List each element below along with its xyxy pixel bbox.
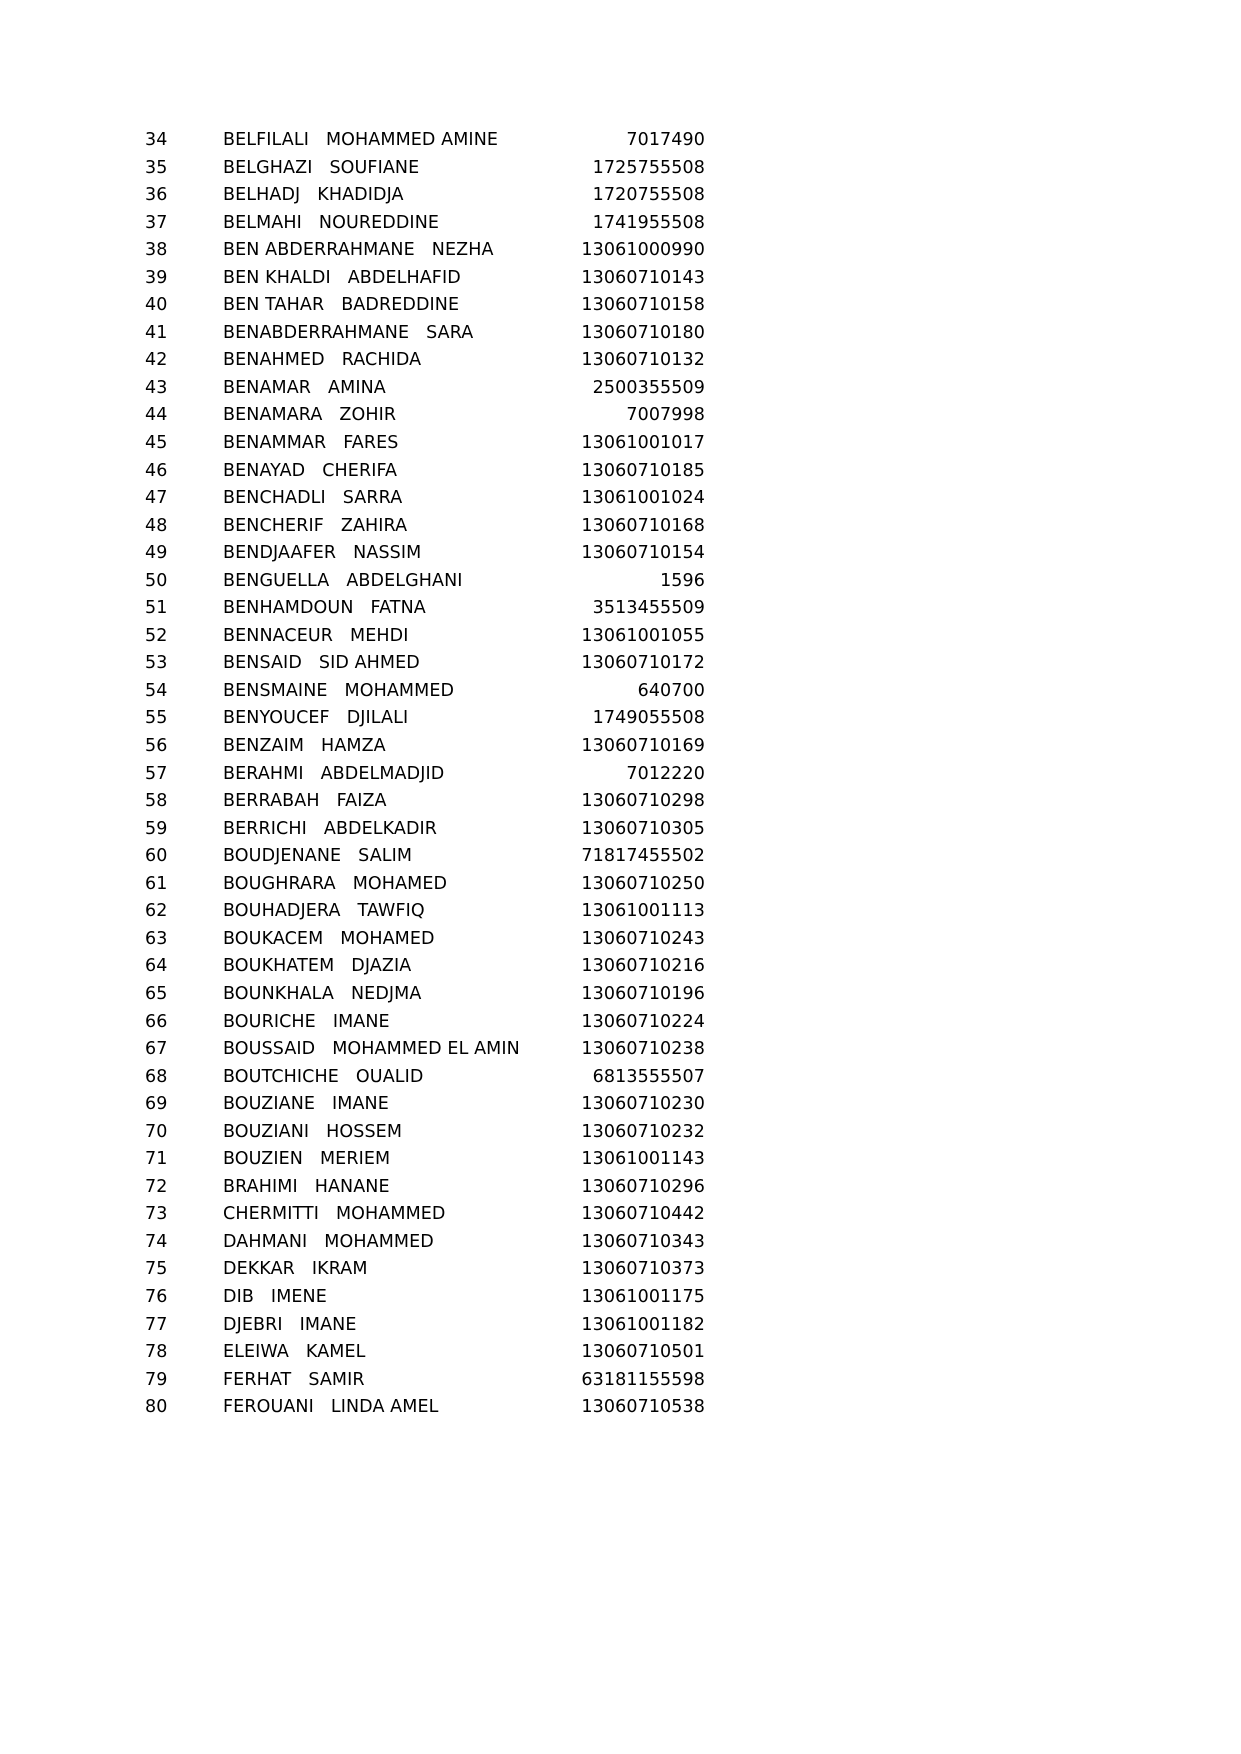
candidate-id-number: 13060710154 — [581, 543, 705, 564]
table-row — [145, 1312, 705, 1340]
candidate-name: BEN ABDERRAHMANE NEZHA — [223, 240, 494, 261]
table-row — [145, 733, 705, 761]
row-index: 40 — [145, 295, 168, 316]
candidate-name: BENAMARA ZOHIR — [223, 405, 397, 426]
candidate-name: BOUZIANI HOSSEM — [223, 1121, 403, 1142]
candidate-id-number: 13060710250 — [581, 873, 705, 894]
candidate-name: DEKKAR IKRAM — [223, 1259, 368, 1280]
table-row — [145, 843, 705, 871]
candidate-name: BERRABAH FAIZA — [223, 791, 387, 812]
candidate-name: BEN TAHAR BADREDDINE — [223, 295, 460, 316]
table-row — [145, 292, 705, 320]
row-index: 46 — [145, 460, 168, 481]
candidate-name: BOUGHRARA MOHAMED — [223, 873, 448, 894]
candidate-id-number: 13060710196 — [581, 983, 705, 1004]
candidate-id-number: 13061001113 — [581, 901, 705, 922]
table-row — [145, 237, 705, 265]
candidate-id-number: 2500355509 — [592, 377, 705, 398]
row-index: 69 — [145, 1094, 168, 1115]
table-row — [145, 1367, 705, 1395]
candidate-name: BERAHMI ABDELMADJID — [223, 763, 445, 784]
candidate-name: BOUSSAID MOHAMMED EL AMIN — [223, 1039, 520, 1060]
candidate-id-number: 13061000990 — [581, 240, 705, 261]
row-index: 52 — [145, 625, 168, 646]
table-row — [145, 871, 705, 899]
row-index: 73 — [145, 1204, 168, 1225]
candidate-id-number: 1596 — [660, 570, 705, 591]
table-row — [145, 1201, 705, 1229]
candidate-id-number: 13061001182 — [581, 1314, 705, 1335]
candidate-id-number: 13060710296 — [581, 1176, 705, 1197]
table-row — [145, 540, 705, 568]
candidate-name: ELEIWA KAMEL — [223, 1342, 366, 1363]
candidate-name: DIB IMENE — [223, 1286, 327, 1307]
candidate-name: BENAMAR AMINA — [223, 377, 386, 398]
row-index: 34 — [145, 130, 168, 150]
table-row — [145, 953, 705, 981]
candidate-name: BENABDERRAHMANE SARA — [223, 322, 474, 343]
table-row — [145, 623, 705, 651]
candidate-id-number: 6813555507 — [592, 1066, 705, 1087]
candidate-id-number: 13061001024 — [581, 488, 705, 509]
row-index: 74 — [145, 1231, 168, 1252]
row-index: 38 — [145, 240, 168, 261]
table-row — [145, 1174, 705, 1202]
candidate-id-number: 71817455502 — [581, 846, 705, 867]
candidate-name: BENYOUCEF DJILALI — [223, 708, 409, 729]
row-index: 67 — [145, 1039, 168, 1060]
candidate-name: BELHADJ KHADIDJA — [223, 185, 404, 206]
candidate-id-number: 13060710305 — [581, 818, 705, 839]
row-index: 64 — [145, 956, 168, 977]
candidate-name: BELGHAZI SOUFIANE — [223, 157, 420, 178]
candidate-id-number: 13061001055 — [581, 625, 705, 646]
row-index: 76 — [145, 1286, 168, 1307]
candidate-name: BENAYAD CHERIFA — [223, 460, 398, 481]
table-row — [145, 1284, 705, 1312]
candidate-name: BOUTCHICHE OUALID — [223, 1066, 424, 1087]
row-index: 45 — [145, 433, 168, 454]
row-index: 50 — [145, 570, 168, 591]
candidate-name: BENAHMED RACHIDA — [223, 350, 422, 371]
candidate-id-number: 1741955508 — [592, 212, 705, 233]
table-row — [145, 1009, 705, 1037]
table-row — [145, 347, 705, 375]
candidate-name: DAHMANI MOHAMMED — [223, 1231, 434, 1252]
candidate-name: BEN KHALDI ABDELHAFID — [223, 267, 461, 288]
candidate-id-number: 7017490 — [626, 130, 705, 150]
table-row — [145, 678, 705, 706]
row-index: 53 — [145, 653, 168, 674]
row-index: 62 — [145, 901, 168, 922]
candidate-id-number: 13060710243 — [581, 928, 705, 949]
candidate-name: BOUKHATEM DJAZIA — [223, 956, 412, 977]
candidate-id-number: 13060710343 — [581, 1231, 705, 1252]
candidate-name: BOUZIANE IMANE — [223, 1094, 389, 1115]
row-index: 37 — [145, 212, 168, 233]
candidate-id-number: 13060710180 — [581, 322, 705, 343]
table-row — [145, 1091, 705, 1119]
candidate-id-number: 13060710172 — [581, 653, 705, 674]
table-row — [145, 650, 705, 678]
table-row — [145, 127, 705, 155]
table-row — [145, 182, 705, 210]
candidate-id-number: 63181155598 — [581, 1369, 705, 1390]
row-index: 80 — [145, 1397, 168, 1418]
table-row — [145, 595, 705, 623]
table-row — [145, 568, 705, 596]
table-row — [145, 1119, 705, 1147]
table-row — [145, 155, 705, 183]
candidate-name: BENCHADLI SARRA — [223, 488, 403, 509]
row-index: 63 — [145, 928, 168, 949]
row-index: 79 — [145, 1369, 168, 1390]
candidate-id-number: 13060710158 — [581, 295, 705, 316]
candidate-id-number: 13060710442 — [581, 1204, 705, 1225]
candidate-name: BENSAID SID AHMED — [223, 653, 420, 674]
row-index: 66 — [145, 1011, 168, 1032]
candidate-id-number: 13061001143 — [581, 1149, 705, 1170]
row-index: 39 — [145, 267, 168, 288]
candidate-name: BOUKACEM MOHAMED — [223, 928, 435, 949]
table-row — [145, 485, 705, 513]
table-row — [145, 788, 705, 816]
candidate-name: BOUNKHALA NEDJMA — [223, 983, 422, 1004]
candidate-id-number: 13060710168 — [581, 515, 705, 536]
candidate-id-number: 13060710230 — [581, 1094, 705, 1115]
candidate-name: BRAHIMI HANANE — [223, 1176, 390, 1197]
candidate-name: BENZAIM HAMZA — [223, 736, 386, 757]
candidate-id-number: 13060710224 — [581, 1011, 705, 1032]
candidate-name: BENAMMAR FARES — [223, 433, 399, 454]
table-row — [145, 761, 705, 789]
candidate-id-number: 13061001017 — [581, 433, 705, 454]
candidate-name: BERRICHI ABDELKADIR — [223, 818, 438, 839]
candidate-name: BOUZIEN MERIEM — [223, 1149, 391, 1170]
candidate-id-number: 3513455509 — [592, 598, 705, 619]
row-index: 54 — [145, 680, 168, 701]
table-row — [145, 458, 705, 486]
row-index: 70 — [145, 1121, 168, 1142]
candidate-name: FEROUANI LINDA AMEL — [223, 1397, 439, 1418]
row-index: 47 — [145, 488, 168, 509]
candidate-name: BENNACEUR MEHDI — [223, 625, 409, 646]
table-row — [145, 816, 705, 844]
candidate-name: BENCHERIF ZAHIRA — [223, 515, 408, 536]
row-index: 61 — [145, 873, 168, 894]
row-index: 57 — [145, 763, 168, 784]
table-row — [145, 1339, 705, 1367]
candidate-table — [145, 127, 705, 1422]
row-index: 41 — [145, 322, 168, 343]
table-row — [145, 981, 705, 1009]
row-index: 44 — [145, 405, 168, 426]
table-row — [145, 1146, 705, 1174]
candidate-id-number: 640700 — [637, 680, 705, 701]
row-index: 59 — [145, 818, 168, 839]
candidate-name: DJEBRI IMANE — [223, 1314, 357, 1335]
table-row — [145, 375, 705, 403]
row-index: 51 — [145, 598, 168, 619]
table-row — [145, 265, 705, 293]
table-row — [145, 1036, 705, 1064]
row-index: 55 — [145, 708, 168, 729]
candidate-id-number: 13060710538 — [581, 1397, 705, 1418]
table-row — [145, 430, 705, 458]
candidate-name: BOURICHE IMANE — [223, 1011, 390, 1032]
row-index: 65 — [145, 983, 168, 1004]
table-row — [145, 1064, 705, 1092]
candidate-name: BOUHADJERA TAWFIQ — [223, 901, 425, 922]
row-index: 35 — [145, 157, 168, 178]
candidate-id-number: 1725755508 — [592, 157, 705, 178]
candidate-id-number: 13060710185 — [581, 460, 705, 481]
candidate-name: BENHAMDOUN FATNA — [223, 598, 426, 619]
candidate-id-number: 13060710298 — [581, 791, 705, 812]
table-row — [145, 513, 705, 541]
row-index: 56 — [145, 736, 168, 757]
candidate-id-number: 13060710501 — [581, 1342, 705, 1363]
table-row — [145, 320, 705, 348]
table-row — [145, 210, 705, 238]
candidate-name: FERHAT SAMIR — [223, 1369, 365, 1390]
candidate-id-number: 7012220 — [626, 763, 705, 784]
row-index: 78 — [145, 1342, 168, 1363]
candidate-name: BENSMAINE MOHAMMED — [223, 680, 455, 701]
candidate-id-number: 1749055508 — [592, 708, 705, 729]
row-index: 77 — [145, 1314, 168, 1335]
candidate-name: BENDJAAFER NASSIM — [223, 543, 422, 564]
row-index: 49 — [145, 543, 168, 564]
table-row — [145, 1256, 705, 1284]
table-row — [145, 705, 705, 733]
row-index: 68 — [145, 1066, 168, 1087]
row-index: 58 — [145, 791, 168, 812]
candidate-name: BOUDJENANE SALIM — [223, 846, 413, 867]
candidate-id-number: 13060710169 — [581, 736, 705, 757]
candidate-id-number: 13060710238 — [581, 1039, 705, 1060]
candidate-id-number: 13060710373 — [581, 1259, 705, 1280]
row-index: 36 — [145, 185, 168, 206]
table-row — [145, 1229, 705, 1257]
row-index: 42 — [145, 350, 168, 371]
candidate-id-number: 13060710216 — [581, 956, 705, 977]
row-index: 48 — [145, 515, 168, 536]
table-row — [145, 898, 705, 926]
candidate-name: BELMAHI NOUREDDINE — [223, 212, 440, 233]
candidate-id-number: 13060710132 — [581, 350, 705, 371]
candidate-name: BENGUELLA ABDELGHANI — [223, 570, 463, 591]
row-index: 43 — [145, 377, 168, 398]
table-row — [145, 402, 705, 430]
candidate-name: BELFILALI MOHAMMED AMINE — [223, 130, 499, 150]
row-index: 60 — [145, 846, 168, 867]
candidate-id-number: 1720755508 — [592, 185, 705, 206]
row-index: 72 — [145, 1176, 168, 1197]
table-row — [145, 926, 705, 954]
table-row — [145, 1394, 705, 1422]
candidate-id-number: 13060710232 — [581, 1121, 705, 1142]
candidate-id-number: 13060710143 — [581, 267, 705, 288]
candidate-name: CHERMITTI MOHAMMED — [223, 1204, 446, 1225]
row-index: 71 — [145, 1149, 168, 1170]
candidate-id-number: 13061001175 — [581, 1286, 705, 1307]
candidate-id-number: 7007998 — [626, 405, 705, 426]
row-index: 75 — [145, 1259, 168, 1280]
